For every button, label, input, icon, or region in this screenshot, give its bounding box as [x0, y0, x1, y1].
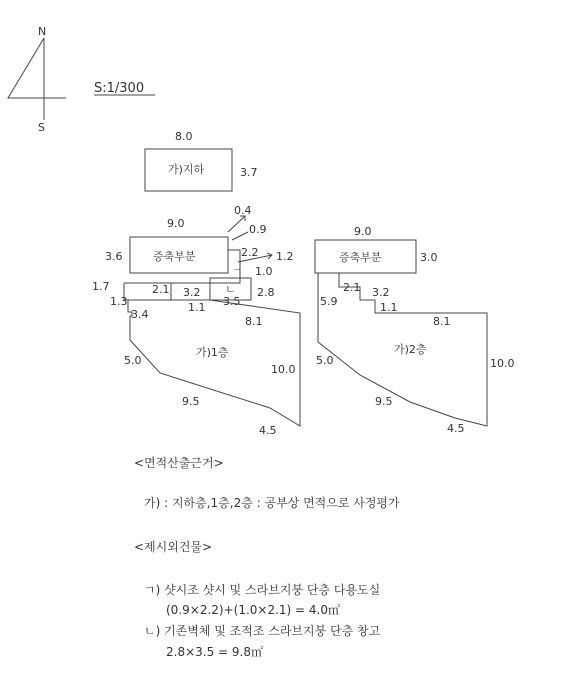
floor2-dim-2-1: 2.1	[343, 281, 361, 294]
floor2-dim-5-0: 5.0	[316, 354, 334, 367]
floor1-dim-9-5: 9.5	[182, 395, 200, 408]
floor2-dim-4-5: 4.5	[447, 422, 465, 435]
floor2-ext-name: 증축부분	[339, 251, 382, 264]
compass-north-label: N	[38, 25, 47, 38]
floor1-dim-2-8: 2.8	[257, 286, 275, 299]
floor2-dim-1-1: 1.1	[380, 301, 398, 314]
floor1-dim-2-1: 2.1	[152, 283, 170, 296]
floor1-dim-1-2: 1.2	[276, 250, 294, 263]
compass-south-label: S	[38, 121, 45, 134]
floor2-ext-depth: 3.0	[420, 251, 438, 264]
extra-item-1: ㄱ) 샷시조 샷시 및 스라브지붕 단층 다용도실	[144, 583, 381, 597]
floor1-ext-name: 증축부분	[153, 250, 196, 263]
floor1-dim-10-0: 10.0	[271, 363, 296, 376]
floor1-dim-1-1: 1.1	[188, 301, 206, 314]
basement-width: 8.0	[175, 130, 193, 143]
scale-label: S:1/300	[94, 81, 145, 96]
floor1-dim-2-2: 2.2	[241, 246, 259, 259]
floor2-dim-5-9: 5.9	[320, 295, 338, 308]
basis-text: 가) : 지하층,1층,2층 : 공부상 면적으로 사정평가	[144, 496, 400, 510]
floor1-outline	[124, 237, 300, 426]
floor1-marker-a: ㄱ	[232, 266, 243, 279]
floor1-dim-0-4: 0.4	[234, 204, 252, 217]
floor1-dim-3-5: 3.5	[223, 295, 241, 308]
floor2-dim-9-5: 9.5	[375, 395, 393, 408]
basement-name: 가)지하	[168, 163, 205, 176]
floor1-dim-0-9: 0.9	[249, 223, 267, 236]
floor2-dim-3-2: 3.2	[372, 286, 390, 299]
floor2-dim-10-0: 10.0	[490, 357, 515, 370]
floor1-ext-width: 9.0	[167, 217, 185, 230]
extra-item-1-calc: (0.9×2.2)+(1.0×2.1) = 4.0㎡	[166, 603, 340, 617]
floor1-dim-3-4: 3.4	[131, 308, 149, 321]
extra-item-2: ㄴ) 기존벽체 및 조적조 스라브지붕 단층 창고	[144, 624, 381, 638]
floor1-dim-1-7: 1.7	[92, 280, 110, 293]
floor2-ext-width: 9.0	[354, 225, 372, 238]
floor1-dim-5-0: 5.0	[124, 354, 142, 367]
extra-item-2-calc: 2.8×3.5 = 9.8㎡	[166, 645, 263, 659]
floor1-dim-4-5: 4.5	[259, 424, 277, 437]
basement-depth: 3.7	[240, 166, 258, 179]
floor2-outline	[315, 240, 487, 426]
floor2-dim-8-1: 8.1	[433, 315, 451, 328]
floor1-dim-8-1: 8.1	[245, 315, 263, 328]
floor1-dim-1-3: 1.3	[110, 295, 128, 308]
compass-arrow-icon	[8, 38, 66, 120]
extra-buildings-title: <제시외건물>	[134, 540, 213, 554]
floor1-name: 가)1층	[196, 346, 229, 359]
floor1-dim-1-0: 1.0	[255, 265, 273, 278]
floor1-marker-b: ㄴ	[225, 283, 236, 296]
floor2-name: 가)2층	[394, 343, 427, 356]
floor1-ext-depth: 3.6	[105, 250, 123, 263]
floor1-dim-3-2: 3.2	[183, 286, 201, 299]
basis-title: <면적산출근거>	[134, 456, 224, 470]
